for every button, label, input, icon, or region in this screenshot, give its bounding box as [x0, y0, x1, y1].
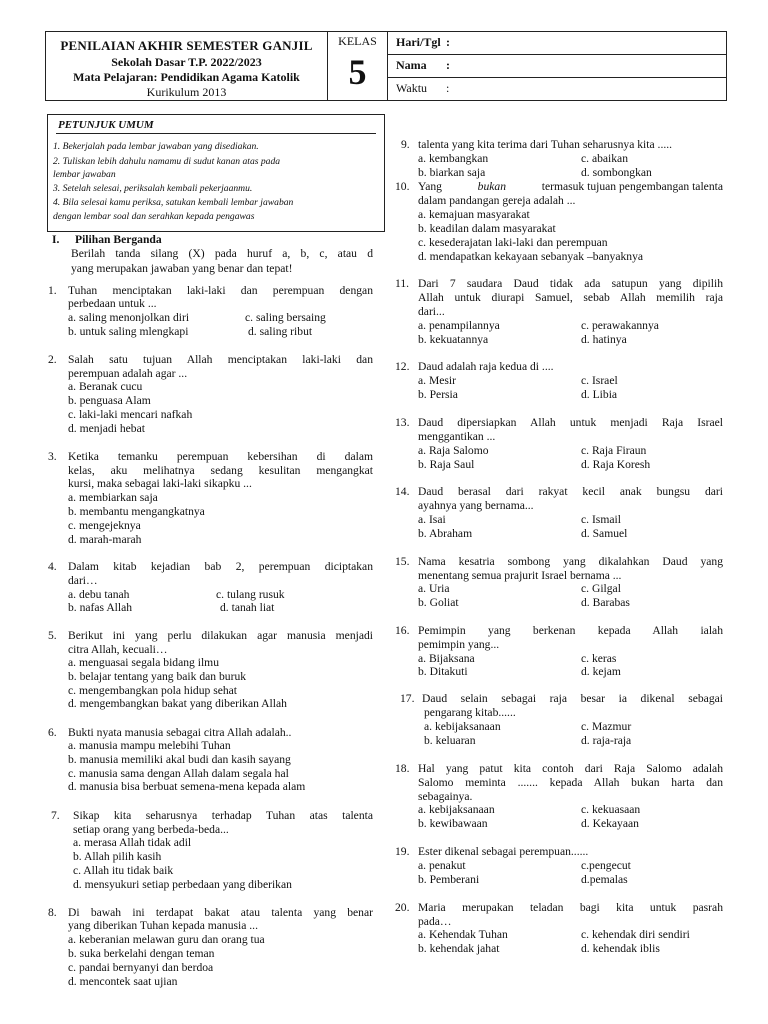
section-title: Pilihan Berganda	[75, 233, 162, 246]
option-c[interactable]: c. pandai bernyanyi dan berdoa	[68, 961, 214, 974]
question-number: 13.	[395, 416, 410, 429]
option-a[interactable]: a. Uria	[418, 582, 450, 595]
field-hari-tgl[interactable]	[388, 32, 726, 55]
option-a[interactable]: a. merasa Allah tidak adil	[73, 836, 192, 849]
option-b[interactable]: b. belajar tentang yang baik dan buruk	[68, 670, 247, 683]
field-colon: :	[446, 81, 450, 95]
option-b[interactable]: b. kehendak jahat	[418, 942, 500, 955]
question-text: Maria merupakan teladan bagi kita untuk pasrah	[418, 901, 723, 914]
option-c[interactable]: c. tulang rusuk	[216, 588, 285, 601]
question-text-emphasis: bukan	[477, 180, 507, 193]
option-c[interactable]: c. mengejeknya	[68, 519, 141, 532]
option-a[interactable]: a. menguasai segala bidang ilmu	[68, 656, 219, 669]
field-label: Hari/Tgl	[396, 35, 441, 49]
option-a[interactable]: a. kemajuan masyarakat	[418, 208, 530, 221]
question-text-part: termasuk tujuan pengembangan talenta	[541, 180, 723, 193]
question-number: 16.	[395, 624, 410, 637]
question-text: Di bawah ini terdapat bakat atau talenta yang benar	[68, 906, 373, 919]
question-text: Ketika temanku perempuan kebersihan di dalam	[68, 450, 373, 463]
option-c[interactable]: c.pengecut	[581, 859, 631, 872]
question-text: Tuhan menciptakan laki-laki dan perempuan dengan	[68, 284, 373, 297]
option-d[interactable]: d. Samuel	[581, 527, 628, 540]
field-waktu[interactable]	[388, 78, 726, 101]
question-number: 19.	[395, 845, 410, 858]
subject-line: Mata Pelajaran: Pendidikan Agama Katolik	[73, 70, 300, 84]
option-c[interactable]: c. Gilgal	[581, 582, 621, 595]
question-text: Allah untuk diurapi Samuel, sebab Allah memilih raja	[418, 291, 723, 304]
question-text: kelas, aku melihatnya sedang kesulitan mengangkat	[68, 464, 373, 477]
option-a[interactable]: a. Raja Salomo	[418, 444, 489, 457]
question-text: pada…	[418, 915, 452, 928]
option-b[interactable]: b. suka berkelahi dengan teman	[68, 947, 215, 960]
option-b[interactable]: b. kewibawaan	[418, 817, 488, 830]
question-number: 8.	[48, 906, 57, 919]
identity-fields	[388, 32, 726, 100]
option-a[interactable]: a. kembangkan	[418, 152, 489, 165]
option-b[interactable]: b. penguasa Alam	[68, 394, 151, 407]
question-number: 17.	[400, 692, 415, 705]
question-number: 5.	[48, 629, 57, 642]
option-d[interactable]: d. menjadi hebat	[68, 422, 145, 435]
question-text: Daud adalah raja kedua di ....	[418, 360, 554, 373]
option-d[interactable]: d. manusia bisa berbuat semena-mena kepada alam	[68, 780, 306, 793]
petunjuk-line: 1. Bekerjalah pada lembar jawaban yang disediakan.	[53, 141, 259, 152]
question-text: Pemimpin yang berkenan kepada Allah ialah	[418, 624, 723, 637]
option-a[interactable]: a. kebijaksanaan	[418, 803, 495, 816]
petunjuk-line: dengan lembar soal dan serahkan kepada pengawas	[53, 211, 255, 222]
option-d[interactable]: d. Raja Koresh	[581, 458, 651, 471]
option-c[interactable]: c. Raja Firaun	[581, 444, 647, 457]
question-number: 10.	[395, 180, 410, 193]
question-number: 6.	[48, 726, 57, 739]
option-c[interactable]: c. saling bersaing	[245, 311, 326, 324]
option-a[interactable]: a. manusia mampu melebihi Tuhan	[68, 739, 231, 752]
option-c[interactable]: c. kesederajatan laki-laki dan perempuan	[418, 236, 608, 249]
option-d[interactable]: d. Libia	[581, 388, 618, 401]
question-number: 7.	[51, 809, 60, 822]
petunjuk-divider	[56, 133, 376, 134]
question-number: 11.	[395, 277, 410, 290]
option-d[interactable]: d. kejam	[581, 665, 621, 678]
question-text-part: Yang	[418, 180, 442, 193]
option-a[interactable]: a. Isai	[418, 513, 446, 526]
question-text: Dalam kitab kejadian bab 2, perempuan diciptakan	[68, 560, 373, 573]
field-colon: :	[446, 58, 450, 72]
section-instruction: Berilah tanda silang (X) pada huruf a, b, c, atau d	[71, 247, 373, 260]
option-d[interactable]: d. mendapatkan kekayaan sebanyak –banyaknya	[418, 250, 644, 263]
petunjuk-heading: PETUNJUK UMUM	[58, 119, 154, 131]
option-c[interactable]: c. Israel	[581, 374, 618, 387]
question-text: yang diberikan Tuhan kepada manusia ...	[68, 919, 258, 932]
option-c[interactable]: c. Mazmur	[581, 720, 632, 733]
option-b[interactable]: b. keadilan dalam masyarakat	[418, 222, 556, 235]
option-c[interactable]: c. Allah itu tidak baik	[73, 864, 174, 877]
option-b[interactable]: b. Allah pilih kasih	[73, 850, 162, 863]
option-d[interactable]: d. sombongkan	[581, 166, 652, 179]
question-text: citra Allah, kecuali…	[68, 643, 168, 656]
option-b[interactable]: b. kekuatannya	[418, 333, 489, 346]
option-a[interactable]: a. membiarkan saja	[68, 491, 158, 504]
option-a[interactable]: a. Kehendak Tuhan	[418, 928, 508, 941]
option-c[interactable]: c. kekuasaan	[581, 803, 641, 816]
header-title-cell	[46, 32, 328, 100]
question-text: perbedaan untuk ...	[68, 297, 157, 310]
option-b[interactable]: b. membantu mengangkatnya	[68, 505, 205, 518]
question-number: 4.	[48, 560, 57, 573]
question-number: 9.	[401, 138, 410, 151]
question-text: perempuan adalah agar ...	[68, 367, 188, 380]
curriculum-line: Kurikulum 2013	[146, 85, 227, 99]
field-label: Waktu	[396, 81, 428, 95]
field-label: Nama	[396, 58, 427, 72]
question-text: Ester dikenal sebagai perempuan......	[418, 845, 589, 858]
petunjuk-box	[47, 114, 385, 232]
option-d[interactable]: d. Kekayaan	[581, 817, 639, 830]
option-c[interactable]: c. keras	[581, 652, 617, 665]
option-b[interactable]: b. nafas Allah	[68, 601, 133, 614]
option-c[interactable]: c. manusia sama dengan Allah dalam segala hal	[68, 767, 289, 780]
question-text: kursi, maka sebagai laki-laki sikapku ...	[68, 477, 252, 490]
header-table	[45, 31, 727, 101]
option-b[interactable]: b. keluaran	[424, 734, 476, 747]
option-a[interactable]: a. debu tanah	[68, 588, 130, 601]
question-text: ayahnya yang bernama...	[418, 499, 534, 512]
question-number: 20.	[395, 901, 410, 914]
option-d[interactable]: d. tanah liat	[220, 601, 275, 614]
question-text	[418, 180, 723, 194]
option-a[interactable]: a. Mesir	[418, 374, 456, 387]
exam-title: PENILAIAN AKHIR SEMESTER GANJIL	[60, 38, 313, 53]
question-number: 18.	[395, 762, 410, 775]
question-text: Sikap kita seharusnya terhadap Tuhan atas talenta	[73, 809, 373, 822]
option-b[interactable]: b. Pemberani	[418, 873, 480, 886]
question-text: Salomo meminta ....... kepada Allah bukan harta dan	[418, 776, 723, 789]
option-d[interactable]: d. saling ribut	[248, 325, 313, 338]
section-number: I.	[52, 233, 60, 246]
question-text: Daud dipersiapkan Allah untuk menjadi Raja Israel	[418, 416, 723, 429]
question-number: 15.	[395, 555, 410, 568]
question-text: setiap orang yang berbeda-beda...	[73, 823, 229, 836]
question-text: Hal yang patut kita contoh dari Raja Salomo adalah	[418, 762, 723, 775]
option-d[interactable]: d. kehendak iblis	[581, 942, 660, 955]
option-a[interactable]: a. kebijaksanaan	[424, 720, 501, 733]
field-colon: :	[446, 35, 450, 49]
petunjuk-line: 2. Tuliskan lebih dahulu namamu di sudut kanan atas pada	[53, 156, 281, 167]
option-a[interactable]: a. saling menonjolkan diri	[68, 311, 190, 324]
question-text: dalam pandangan gereja adalah ...	[418, 194, 576, 207]
question-number: 3.	[48, 450, 57, 463]
option-a[interactable]: a. keberanian melawan guru dan orang tua	[68, 933, 265, 946]
option-b[interactable]: b. Raja Saul	[418, 458, 475, 471]
option-b[interactable]: b. Abraham	[418, 527, 473, 540]
field-nama[interactable]	[388, 55, 726, 78]
question-text: Daud selain sebagai raja besar ia dikenal sebagai	[422, 692, 723, 705]
question-text: Dari 7 saudara Daud tidak ada satupun yang dipilih	[418, 277, 723, 290]
question-number: 2.	[48, 353, 57, 366]
question-text: menentang semua prajurit Israel bernama ...	[418, 569, 622, 582]
option-b[interactable]: b. Ditakuti	[418, 665, 468, 678]
option-a[interactable]: a. penampilannya	[418, 319, 500, 332]
option-c[interactable]: c. perawakannya	[581, 319, 659, 332]
option-d[interactable]: d. mencontek saat ujian	[68, 975, 178, 988]
option-d[interactable]: d. marah-marah	[68, 533, 142, 546]
option-b[interactable]: b. biarkan saja	[418, 166, 486, 179]
question-number: 12.	[395, 360, 410, 373]
question-text: pengarang kitab......	[424, 706, 516, 719]
option-d[interactable]: d.pemalas	[581, 873, 628, 886]
option-a[interactable]: a. penakut	[418, 859, 466, 872]
option-a[interactable]: a. Beranak cucu	[68, 380, 143, 393]
question-text: dari...	[418, 305, 445, 318]
question-text: sebagainya.	[418, 790, 473, 803]
option-c[interactable]: c. Ismail	[581, 513, 621, 526]
option-c[interactable]: c. abaikan	[581, 152, 628, 165]
question-text: Berikut ini yang perlu dilakukan agar manusia menjadi	[68, 629, 373, 642]
kelas-cell	[328, 32, 388, 100]
option-b[interactable]: b. Goliat	[418, 596, 459, 609]
question-text: dari…	[68, 574, 98, 587]
option-d[interactable]: d. Barabas	[581, 596, 630, 609]
petunjuk-line: 4. Bila selesai kamu periksa, satukan kembali lembar jawaban	[53, 197, 294, 208]
question-text: talenta yang kita terima dari Tuhan seharusnya kita .....	[418, 138, 673, 151]
option-b[interactable]: b. manusia memiliki akal budi dan kasih sayang	[68, 753, 291, 766]
option-d[interactable]: d. raja-raja	[581, 734, 632, 747]
option-a[interactable]: a. Bijaksana	[418, 652, 475, 665]
option-b[interactable]: b. untuk saling mlengkapi	[68, 325, 189, 338]
petunjuk-line: 3. Setelah selesai, periksalah kembali pekerjaanmu.	[53, 183, 253, 194]
question-text: Bukti nyata manusia sebagai citra Allah adalah..	[68, 726, 292, 739]
question-number: 1.	[48, 284, 57, 297]
option-d[interactable]: d. hatinya	[581, 333, 627, 346]
question-text: pemimpin yang...	[418, 638, 500, 651]
school-line: Sekolah Dasar T.P. 2022/2023	[111, 55, 262, 69]
option-d[interactable]: d. mensyukuri setiap perbedaan yang diberikan	[73, 878, 292, 891]
question-number: 14.	[395, 485, 410, 498]
option-c[interactable]: c. mengembangkan pola hidup sehat	[68, 684, 238, 697]
kelas-value: 5	[348, 52, 367, 92]
petunjuk-line: lembar jawaban	[53, 169, 116, 180]
section-instruction: yang merupakan jawaban yang benar dan tepat!	[71, 262, 293, 275]
question-text: Daud berasal dari rakyat kecil anak bungsu dari	[418, 485, 723, 498]
option-c[interactable]: c. kehendak diri sendiri	[581, 928, 690, 941]
option-b[interactable]: b. Persia	[418, 388, 458, 401]
kelas-label: KELAS	[338, 34, 377, 48]
question-text: menggantikan ...	[418, 430, 496, 443]
question-text: Nama kesatria sombong yang dikalahkan Daud yang	[418, 555, 723, 568]
option-d[interactable]: d. mengembangkan bakat yang diberikan Allah	[68, 697, 287, 710]
option-c[interactable]: c. laki-laki mencari nafkah	[68, 408, 193, 421]
question-text: Salah satu tujuan Allah menciptakan laki-laki dan	[68, 353, 373, 366]
